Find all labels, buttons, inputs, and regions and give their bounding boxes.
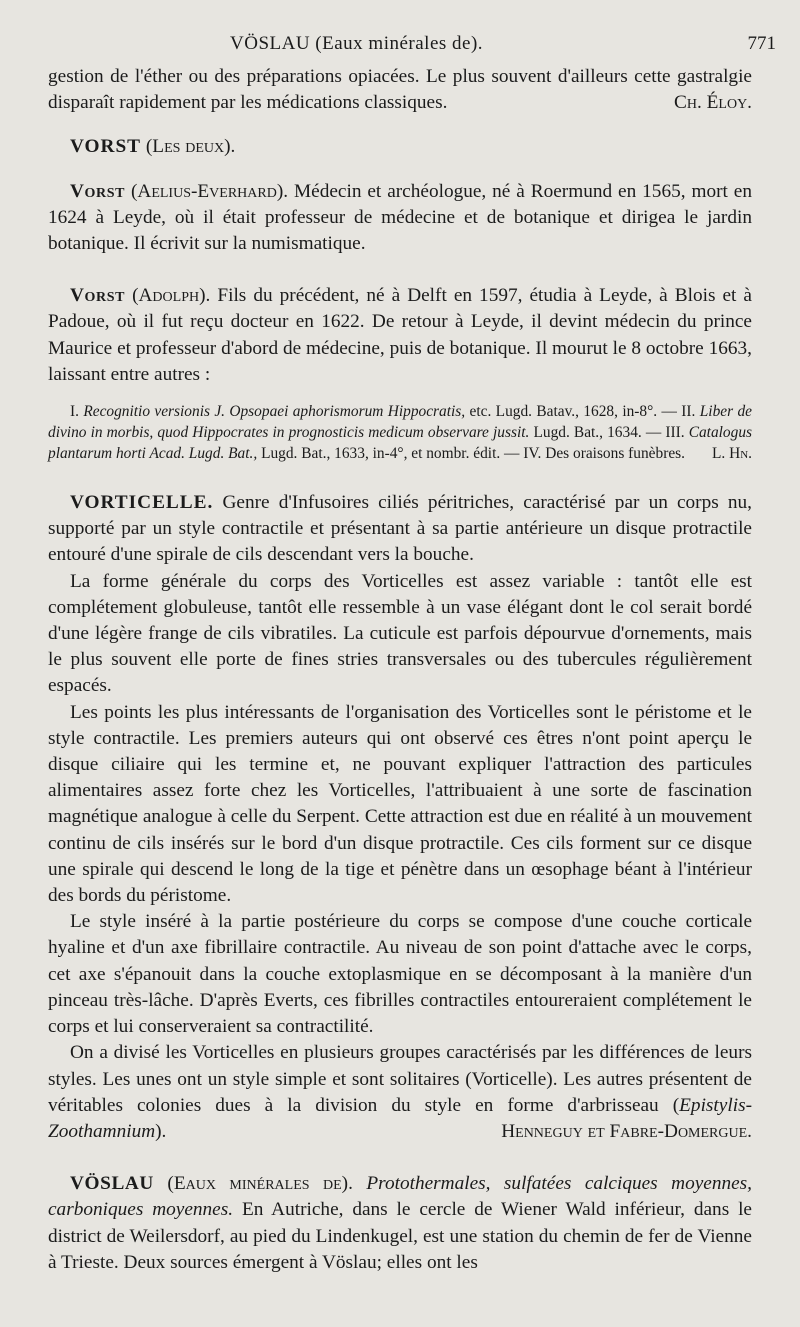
entry-voslau bbox=[48, 1171, 752, 1276]
bibliography-block bbox=[48, 401, 752, 464]
vorticelle-paragraph-5 bbox=[48, 1040, 752, 1145]
entry-vorst-aelius-name: (Aelius-Everhard). bbox=[125, 180, 289, 202]
entry-vorst-adolph bbox=[48, 283, 752, 388]
entry-vorst-adolph-text: Fils du précédent, né à Delft en 1597, étudia à Leyde, à Blois et à Padoue, où il fut reçu docteur en 1622. De retour à Leyde, il devint médecin du prince Maurice et professeur d'abord de médecine, puis de botanique. Il mourut le 8 octobre 1663, laissant entre autres : bbox=[48, 285, 752, 385]
biblio-rest-i: etc. Lugd. Batav., 1628, in-8°. — II. bbox=[465, 403, 700, 421]
page-header bbox=[0, 30, 800, 60]
signature-hn: L. Hn. bbox=[711, 445, 752, 463]
biblio-title-iii: Catalogus plantarum horti Acad. Lugd. Bat., bbox=[48, 424, 753, 463]
signature-eloy: Ch. Éloy. bbox=[674, 92, 752, 114]
vorticelle-paragraph-2: La forme générale du corps des Vorticelles est assez variable : tantôt elle est complétement globuleuse, tantôt elle ressemble à un vase élégant dont le col serait bordé d'une légère frange de cils vibratiles. La cuticule est parfois dépourvue d'ornements, mais le plus souvent elle porte de fines stries transversales ou des tubercules régulièrement espacés. bbox=[48, 570, 752, 697]
entry-voslau-name: (Eaux minérales de). bbox=[153, 1173, 353, 1195]
biblio-num-i: I. bbox=[70, 403, 84, 421]
entry-voslau-italic: Protothermales, sulfatées calciques moyennes, carboniques moyennes. bbox=[48, 1173, 752, 1221]
headword-vorst-aelius: Vorst bbox=[70, 180, 126, 202]
page-number: 771 bbox=[747, 33, 776, 54]
continuation-text: gestion de l'éther ou des préparations opiacées. Le plus souvent d'ailleurs cette gastralgie disparaît rapidement par les médications classiques. bbox=[48, 66, 752, 114]
entry-vorst-aelius bbox=[48, 179, 752, 258]
entry-vorst-adolph-name: (Adolph). bbox=[125, 285, 211, 307]
headword-vorst: VORST bbox=[70, 136, 142, 158]
headword-voslau: VÖSLAU bbox=[70, 1173, 154, 1195]
vorticelle-paragraph-3: Les points les plus intéressants de l'organisation des Vorticelles sont le péristome et le style contractile. Les premiers auteurs qui ont observé ces êtres n'ont point aperçu le disque ciliaire qui les termine et, ne pouvant expliquer l'attraction des particules alimentaires assez forte chez les Vorticelles, l'attribuaient à une sorte de fascination magnétique analogue à celle du Serpent. Cette attraction est due en réalité à un mouvement continu de cils insérés sur le bord d'un disque protractile. Ces cils forment sur ce disque une spirale qui descend le long de la tige et pénètre dans un œsophage béant à l'intérieur des bords du péristome. bbox=[48, 701, 752, 907]
vorticelle-p5-italic: Epistylis-Zoothamnium bbox=[48, 1094, 752, 1142]
running-head: VÖSLAU (Eaux minérales de). bbox=[230, 33, 484, 54]
entry-vorst-aelius-text: Médecin et archéologue, né à Roermund en 1565, mort en 1624 à Leyde, où il était professeur de médecine et de botanique et dirigea le jardin botanique. Il écrivit sur la numismatique. bbox=[48, 180, 752, 255]
vorticelle-p5-end: ). bbox=[155, 1120, 167, 1142]
entry-vorst-deux bbox=[48, 134, 752, 160]
signature-henneguy: Henneguy et Fabre-Domergue. bbox=[501, 1120, 752, 1142]
headword-vorticelle: VORTICELLE. bbox=[70, 492, 214, 514]
vorticelle-p5-text: On a divisé les Vorticelles en plusieurs groupes caractérisés par les différences de leurs styles. Les unes ont un style simple et sont solitaires (Vorticelle). Les autres présentent de véritables colonies dues à la division du style en forme d'arbrisseau ( bbox=[48, 1042, 752, 1116]
entry-vorst-deux-subtitle: (Les deux). bbox=[141, 136, 236, 158]
vorticelle-p1: Genre d'Infusoires ciliés péritriches, caractérisé par un corps nu, supporté par un style contractile et présentant à sa partie antérieure un disque protractile entouré d'une spirale de cils descendant vers la bouche. bbox=[48, 492, 752, 566]
entry-vorticelle-intro bbox=[48, 490, 752, 569]
page-body bbox=[48, 64, 752, 1276]
biblio-rest-iii: Lugd. Bat., 1633, in-4°, et nombr. édit. — IV. Des oraisons funèbres. bbox=[257, 445, 685, 463]
biblio-rest-ii: Lugd. Bat., 1634. — III. bbox=[529, 424, 689, 442]
continuation-paragraph bbox=[48, 64, 752, 116]
headword-vorst-adolph: Vorst bbox=[70, 285, 126, 307]
vorticelle-paragraph-4: Le style inséré à la partie postérieure du corps se compose d'une couche corticale hyaline et d'un axe fibrillaire contractile. Au niveau de son point d'attache avec le corps, cet axe s'épanouit dans la couche extoplasmique en se décomposant à la manière d'un pinceau très-lâche. D'après Everts, ces fibrilles contractiles entoureraient complétement le corps et lui conserveraient sa contractilité. bbox=[48, 911, 752, 1038]
entry-voslau-text: En Autriche, dans le cercle de Wiener Wald inférieur, dans le district de Weilersdorf, au pied du Lindenkugel, est une station du chemin de fer de Vienne à Trieste. Deux sources émergent à Vöslau; elles ont les bbox=[48, 1199, 752, 1273]
biblio-title-i: Recognitio versionis J. Opsopaei aphorismorum Hippocratis, bbox=[83, 403, 466, 421]
biblio-title-ii: Liber de divino in morbis, quod Hippocrates in prognosticis medicum observare jussit. bbox=[48, 403, 752, 442]
